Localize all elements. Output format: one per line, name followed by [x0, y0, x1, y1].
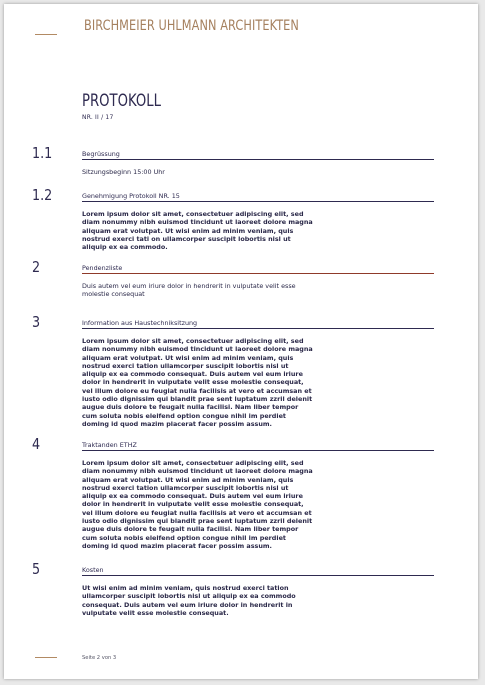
- company-name: BIRCHMEIER UHLMANN ARCHITEKTEN: [84, 18, 299, 34]
- document-number: NR. II / 17: [82, 114, 114, 121]
- header-accent-line: [35, 34, 57, 35]
- document-page: [4, 4, 478, 679]
- section-title: Kosten: [82, 566, 104, 574]
- section-rule: [82, 328, 434, 329]
- section-number: 3: [32, 313, 41, 331]
- section-body: Ut wisi enim ad minim veniam, quis nostrud exerci tation ullamcorper suscipit lobortis nisl ut aliquip ex ea commodo consequat. Duis autem vel eum iriure dolor in hendrerit in vulputate velit esse molestie consequat.: [82, 584, 296, 617]
- page-number: Seite 2 von 3: [82, 655, 117, 661]
- section-number: 1.2: [32, 186, 53, 204]
- document-title: PROTOKOLL: [82, 91, 162, 110]
- section-title: Begrüssung: [82, 150, 120, 158]
- section-rule: [82, 273, 434, 274]
- section-rule: [82, 575, 434, 576]
- section-rule: [82, 450, 434, 451]
- section-number: 5: [32, 560, 41, 578]
- section-rule: [82, 159, 434, 160]
- section-title: Information aus Haustechniksitzung: [82, 319, 198, 327]
- section-body: Sitzungsbeginn 15:00 Uhr: [82, 168, 165, 176]
- section-body: Lorem ipsum dolor sit amet, consectetuer adipiscing elit, sed diam nonummy nibh euismod tincidunt ut laoreet dolore magna aliquam erat volutpat. Ut wisi enim ad minim veniam, quis nostrud exerci tati on ullamcorper suscipit lobortis nisl ut aliquip ex ea commodo.: [82, 210, 313, 252]
- section-body: Duis autem vel eum iriure dolor in hendrerit in vulputate velit esse molestie consequat: [82, 282, 296, 299]
- section-title: Genehmigung Protokoll NR. 15: [82, 192, 180, 200]
- section-number: 2: [32, 258, 41, 276]
- section-number: 4: [32, 435, 41, 453]
- footer-accent-line: [35, 657, 57, 658]
- section-body: Lorem ipsum dolor sit amet, consectetuer adipiscing elit, sed diam nonummy nibh euismod tincidunt ut laoreet dolore magna aliquam erat volutpat. Ut wisi enim ad minim veniam, quis nostrud exerci tation ullamcorper suscipit lobortis nisl ut aliquip ex ea commodo consequat. Duis autem vel eum iriure dolor in hendrerit in vulputate velit esse molestie consequat, vel illum dolore eu feugiat nulla facilisis at vero et accumsan et iusto odio dignissim qui blandit prae sent luptatum zzril delenit augue duis dolore te feugait nulla facilisi. Nam liber tempor cum soluta nobis eleifend option congue nihil im perdiet doming id quod mazim placerat facer possim assum.: [82, 459, 313, 550]
- section-body: Lorem ipsum dolor sit amet, consectetuer adipiscing elit, sed diam nonummy nibh euismod tincidunt ut laoreet dolore magna aliquam erat volutpat. Ut wisi enim ad minim veniam, quis nostrud exerci tation ullamcorper suscipit lobortis nisl ut aliquip ex ea commodo consequat. Duis autem vel eum iriure dolor in hendrerit in vulputate velit esse molestie consequat, vel illum dolore eu feugiat nulla facilisis at vero et accumsan et iusto odio dignissim qui blandit prae sent luptatum zzril delenit augue duis dolore te feugait nulla facilisi. Nam liber tempor cum soluta nobis eleifend option congue nihil im perdiet doming id quod mazim placerat facer possim assum.: [82, 337, 313, 428]
- section-rule: [82, 201, 434, 202]
- section-title: Pendenzliste: [82, 264, 123, 272]
- section-number: 1.1: [32, 144, 53, 162]
- section-title: Traktanden ETHZ: [82, 441, 137, 449]
